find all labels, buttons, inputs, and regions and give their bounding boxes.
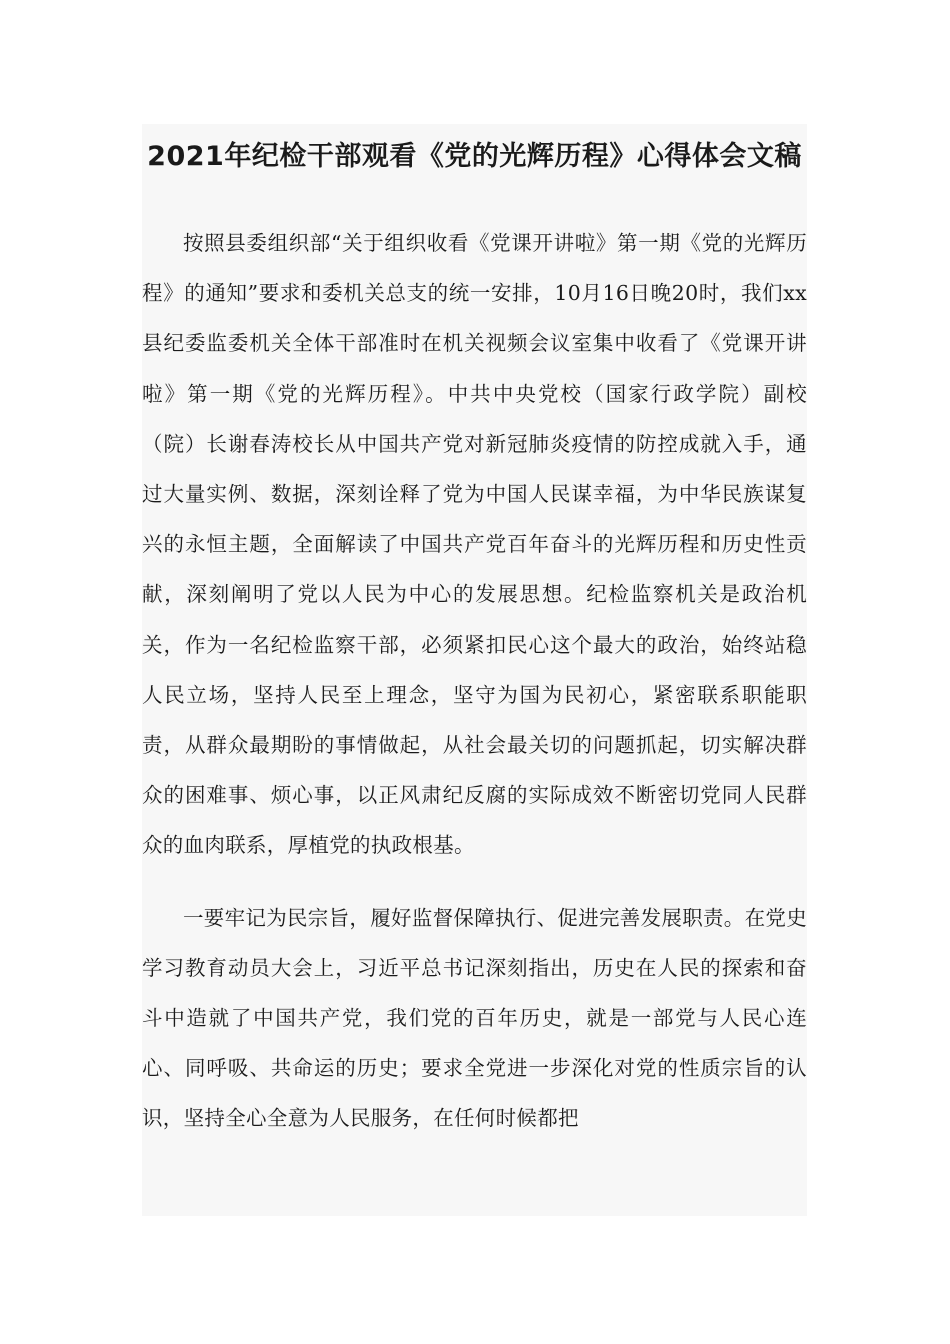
document-page — [142, 124, 807, 1216]
document-title: 2021年纪检干部观看《党的光辉历程》心得体会文稿 — [147, 141, 802, 172]
paragraph-2: 一要牢记为民宗旨，履好监督保障执行、促进完善发展职责。在党史学习教育动员大会上，习近平总书记深刻指出，历史在人民的探索和奋斗中造就了中国共产党，我们党的百年历史，就是一部党与人民心连心、同呼吸、共命运的历史；要求全党进一步深化对党的性质宗旨的认识，坚持全心全意为人民服务，在任何时候都把 — [142, 905, 807, 1131]
paragraph-1: 按照县委组织部“关于组织收看《党课开讲啦》第一期《党的光辉历程》的通知”要求和委机关总支的统一安排，10月16日晚20时，我们xx县纪委监委机关全体干部准时在机关视频会议室集中收看了《党课开讲啦》第一期《党的光辉历程》。中共中央党校（国家行政学院）副校（院）长谢春涛校长从中国共产党对新冠肺炎疫情的防控成就入手，通过大量实例、数据，深刻诠释了党为中国人民谋幸福，为中华民族谋复兴的永恒主题，全面解读了中国共产党百年奋斗的光辉历程和历史性贡献，深刻阐明了党以人民为中心的发展思想。纪检监察机关是政治机关，作为一名纪检监察干部，必须紧扣民心这个最大的政治，始终站稳人民立场，坚持人民至上理念，坚守为国为民初心，紧密联系职能职责，从群众最期盼的事情做起，从社会最关切的问题抓起，切实解决群众的困难事、烦心事，以正风肃纪反腐的实际成效不断密切党同人民群众的血肉联系，厚植党的执政根基。 — [142, 231, 807, 858]
